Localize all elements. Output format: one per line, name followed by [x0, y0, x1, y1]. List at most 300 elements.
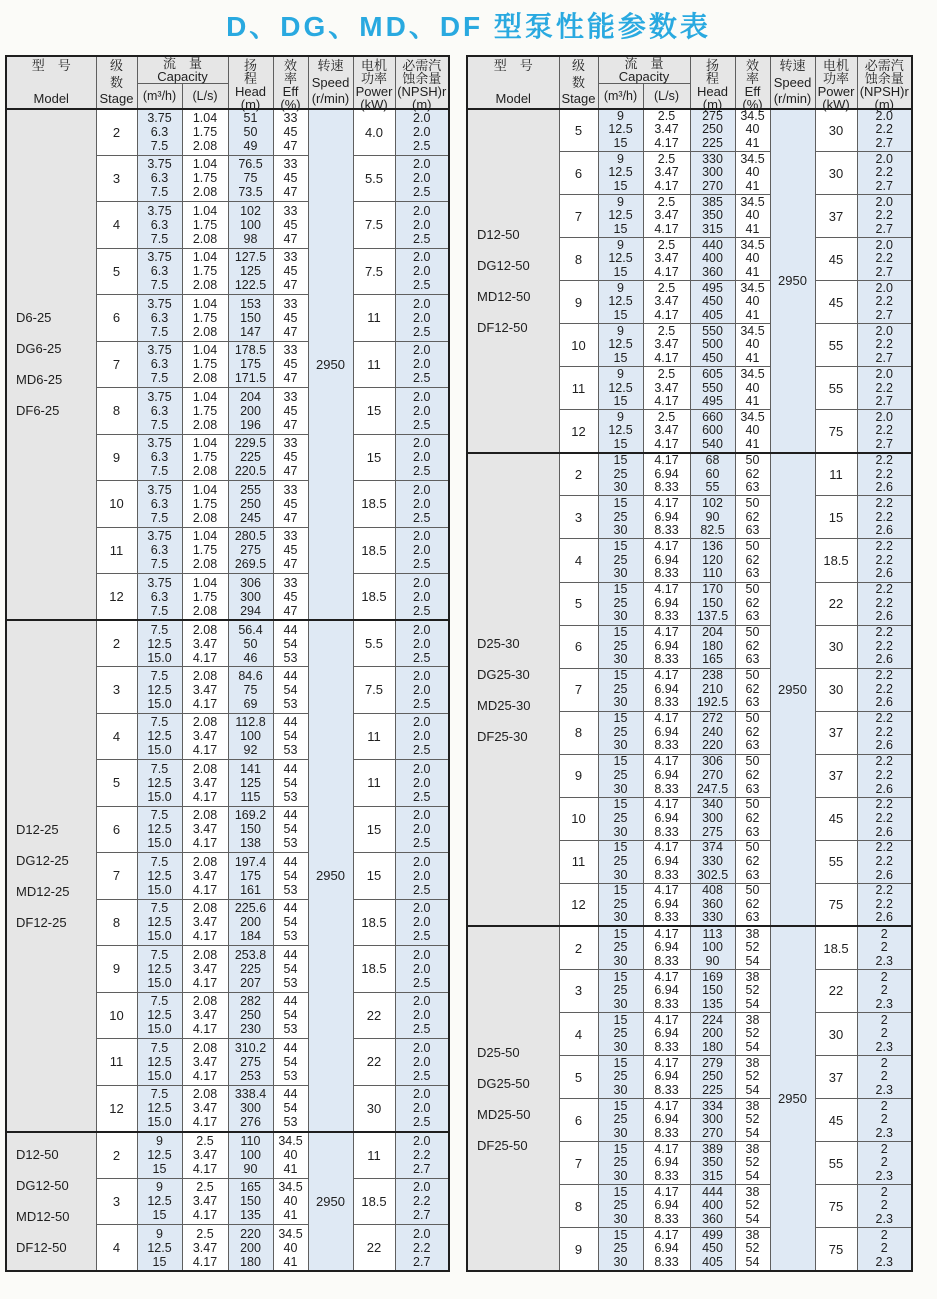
stage-cell: 6: [559, 625, 598, 668]
cell-line: 150: [702, 983, 723, 998]
cell-line: 4.17: [654, 136, 679, 151]
capacity-m3h-cell: [598, 238, 643, 281]
cell-line: 2.3: [875, 1254, 893, 1269]
capacity-ls-cell: [643, 324, 690, 367]
cell-line: 3.47: [654, 423, 679, 438]
capacity-ls-cell: [182, 481, 228, 528]
cell-line: 6.94: [654, 896, 679, 911]
eff-cell: [273, 1085, 308, 1132]
cell-line: 15: [152, 1254, 167, 1269]
cell-line: 294: [240, 603, 261, 618]
model-name: DG25-30: [477, 666, 530, 682]
npsh-cell: [395, 806, 449, 853]
cell-line: 50: [243, 636, 258, 651]
capacity-ls-cell: [643, 453, 690, 496]
cell-line: 2.5: [413, 743, 431, 758]
power-cell: 7.5: [353, 248, 395, 295]
cell-line: 270: [702, 178, 723, 193]
cell-line: 2.0: [413, 961, 431, 976]
head-cell: [228, 667, 273, 714]
cell-line: 数: [109, 74, 123, 90]
cell-line: 34.5: [740, 366, 765, 381]
head-cell: [228, 992, 273, 1039]
cell-line: 2.0: [413, 729, 431, 744]
cell-line: 52: [745, 1069, 760, 1084]
header-subcell-m3h: (m³/h): [137, 84, 182, 109]
cell-line: 240: [702, 724, 723, 739]
stage-cell: 5: [559, 582, 598, 625]
head-cell: [690, 1056, 735, 1099]
cell-line: 30: [613, 996, 628, 1011]
cell-line: 2: [880, 1141, 888, 1156]
cell-line: 4.17: [192, 1162, 218, 1176]
model-name: MD25-50: [477, 1106, 531, 1122]
cell-line: 60: [705, 466, 720, 481]
power-cell: 37: [815, 711, 857, 754]
header-cell-head: [228, 56, 273, 113]
cell-line: 2.0: [413, 1040, 431, 1055]
cell-line: 3.75: [147, 203, 172, 218]
cell-line: 30: [613, 566, 628, 581]
cell-line: 54: [745, 1211, 760, 1226]
cell-line: 9: [617, 108, 624, 123]
model-cell: [467, 453, 559, 927]
cell-line: 2.0: [875, 194, 893, 209]
header-row: [467, 56, 912, 84]
cell-line: 2.5: [196, 1180, 214, 1195]
cell-line: 279: [702, 1055, 723, 1070]
cell-line: 12.5: [147, 1101, 172, 1115]
cell-line: 200: [240, 915, 261, 930]
cell-line: 2.2: [875, 896, 893, 911]
cell-line: 12.5: [147, 961, 172, 976]
stage-cell: 11: [96, 1039, 137, 1086]
stage-cell: 9: [96, 946, 137, 993]
cell-line: 63: [745, 609, 760, 624]
cell-line: 转速: [317, 58, 344, 74]
cell-line: 6.3: [150, 217, 169, 232]
cell-line: 15.0: [147, 696, 172, 711]
cell-line: 扬: [705, 58, 719, 74]
cell-line: 100: [240, 729, 261, 744]
cell-line: 4.17: [192, 743, 218, 758]
cell-line: 2.0: [413, 822, 431, 837]
cell-line: 2.6: [875, 480, 893, 495]
cell-line: 6.3: [150, 450, 169, 465]
cell-line: 33: [283, 482, 298, 497]
cell-line: (r/min): [773, 91, 812, 107]
header-cell-content: [736, 57, 770, 113]
power-cell: 15: [815, 496, 857, 539]
stage-cell: 10: [96, 481, 137, 528]
head-cell: [690, 539, 735, 582]
cell-line: 250: [240, 496, 261, 511]
cell-line: 15.0: [147, 975, 172, 990]
head-cell: [690, 926, 735, 969]
capacity-ls-cell: [182, 527, 228, 574]
cell-line: 2.0: [413, 636, 431, 651]
cell-line: 4.17: [654, 1055, 679, 1070]
cell-line: 2.5: [413, 789, 431, 804]
cell-line: 2.7: [875, 436, 893, 451]
cell-line: 9: [617, 323, 624, 338]
capacity-ls-cell: [643, 711, 690, 754]
cell-line: 63: [745, 867, 760, 882]
cell-line: 197.4: [234, 854, 267, 869]
cell-line: 7.5: [150, 231, 169, 246]
cell-line: 2: [880, 1112, 888, 1127]
cell-line: 300: [702, 165, 723, 180]
npsh-cell: [395, 946, 449, 993]
cell-line: 2.08: [192, 622, 218, 637]
head-cell: [228, 1039, 273, 1086]
cell-line: 38: [745, 1055, 760, 1070]
cell-line: 169: [702, 969, 723, 984]
cell-line: 25: [613, 509, 628, 524]
cell-line: 2.7: [875, 264, 893, 279]
cell-line: 8.33: [654, 652, 679, 667]
model-name: MD12-25: [16, 883, 70, 899]
cell-line: 110: [702, 566, 723, 581]
speed-cell: 2950: [308, 620, 353, 1132]
cell-line: 2.0: [413, 111, 431, 125]
cell-line: 605: [702, 366, 723, 381]
cell-line: 250: [702, 122, 723, 137]
cell-line: 4.17: [192, 1254, 218, 1269]
cell-line: 2.5: [657, 366, 676, 381]
header-cell-content: [354, 57, 395, 113]
cell-line: 4.17: [654, 969, 679, 984]
cell-line: 302.5: [696, 867, 729, 882]
cell-line: 7.5: [150, 761, 169, 776]
npsh-cell: [857, 1099, 912, 1142]
cell-line: 75: [243, 682, 258, 697]
cell-line: 62: [745, 638, 760, 653]
capacity-m3h-cell: [598, 1099, 643, 1142]
cell-line: 47: [283, 371, 298, 386]
cell-line: 44: [283, 947, 298, 962]
cell-line: 6.94: [654, 854, 679, 869]
cell-line: 2: [880, 1098, 888, 1113]
cell-line: 147: [240, 324, 261, 339]
cell-line: 62: [745, 681, 760, 696]
cell-line: 34.5: [740, 409, 765, 424]
cell-line: 50: [745, 582, 760, 597]
cell-line: 2.5: [413, 603, 431, 618]
capacity-m3h-cell: [598, 926, 643, 969]
cell-line: 150: [702, 595, 723, 610]
cell-line: 269.5: [234, 557, 267, 572]
capacity-ls-cell: [182, 992, 228, 1039]
cell-line: 3.47: [192, 636, 218, 651]
cell-line: 2.5: [413, 231, 431, 246]
cell-line: 3.47: [654, 380, 679, 395]
header-cell-head: [690, 56, 735, 113]
cell-line: 34.5: [740, 194, 765, 209]
capacity-ls-cell: [643, 1012, 690, 1055]
cell-line: 2: [880, 1184, 888, 1199]
eff-cell: [273, 109, 308, 156]
cell-line: 56.4: [238, 622, 263, 637]
cell-line: 7.5: [150, 994, 169, 1009]
cell-line: Stage: [561, 91, 596, 107]
cell-line: 2: [880, 1155, 888, 1170]
cell-line: 25: [613, 1198, 628, 1213]
stage-cell: 4: [559, 1012, 598, 1055]
eff-cell: [735, 625, 770, 668]
npsh-cell: [857, 754, 912, 797]
capacity-ls-cell: [182, 434, 228, 481]
cell-line: 44: [283, 1040, 298, 1055]
head-cell: [228, 109, 273, 156]
model-name: MD12-50: [16, 1209, 70, 1225]
cell-line: 306: [240, 575, 261, 590]
power-cell: 15: [353, 853, 395, 900]
head-cell: [690, 1012, 735, 1055]
npsh-cell: [395, 1178, 449, 1225]
cell-line: 8.33: [654, 523, 679, 538]
cell-line: 1.75: [192, 496, 218, 511]
cell-line: 2.5: [413, 278, 431, 293]
cell-line: 3.47: [654, 208, 679, 223]
eff-cell: [735, 281, 770, 324]
capacity-ls-cell: [182, 248, 228, 295]
capacity-ls-cell: [643, 1228, 690, 1271]
stage-cell: 6: [559, 1099, 598, 1142]
cell-line: 40: [745, 251, 760, 266]
capacity-ls-cell: [182, 1178, 228, 1225]
capacity-m3h-cell: [137, 574, 182, 621]
header-cell-content: [396, 57, 449, 113]
cell-line: 扬: [243, 58, 257, 74]
cell-line: 15: [152, 1162, 167, 1176]
cell-line: 2: [880, 1241, 888, 1256]
cell-line: 272: [702, 711, 723, 726]
cell-line: 50: [745, 840, 760, 855]
cell-line: 50: [243, 125, 258, 139]
cell-line: 250: [702, 1069, 723, 1084]
cell-line: 50: [745, 453, 760, 468]
cell-line: 2.6: [875, 523, 893, 538]
cell-line: 2.2: [875, 582, 893, 597]
cell-line: 245: [240, 510, 261, 525]
cell-line: 2.7: [875, 308, 893, 322]
power-cell: 18.5: [353, 899, 395, 946]
power-cell: 45: [815, 281, 857, 324]
cell-line: 44: [283, 808, 298, 823]
cell-line: 300: [240, 589, 261, 604]
cell-line: 54: [745, 953, 760, 968]
cell-line: 33: [283, 250, 298, 265]
capacity-m3h-cell: [598, 152, 643, 195]
cell-line: 电机: [360, 58, 387, 74]
cell-line: 2.3: [875, 1039, 893, 1054]
npsh-cell: [857, 625, 912, 668]
cell-line: 62: [745, 595, 760, 610]
cell-line: 8.33: [654, 1254, 679, 1269]
cell-line: 47: [283, 139, 298, 153]
cell-line: 2.0: [413, 1087, 431, 1101]
eff-cell: [735, 582, 770, 625]
capacity-m3h-cell: [598, 1012, 643, 1055]
cell-line: 53: [283, 696, 298, 711]
cell-line: 550: [702, 323, 723, 338]
cell-line: 34.5: [278, 1226, 303, 1241]
power-cell: 11: [353, 341, 395, 388]
cell-line: 7.5: [150, 464, 169, 479]
capacity-m3h-cell: [137, 388, 182, 435]
npsh-cell: [857, 539, 912, 582]
power-cell: 18.5: [815, 926, 857, 969]
cell-line: 2.5: [413, 557, 431, 572]
cell-line: 4.17: [654, 582, 679, 597]
cell-line: 15: [613, 308, 628, 322]
cell-line: 225: [702, 136, 723, 151]
cell-line: Capacity: [618, 69, 670, 84]
model-name: MD12-50: [477, 288, 531, 304]
capacity-ls-cell: [182, 1225, 228, 1272]
head-cell: [690, 496, 735, 539]
cell-line: 120: [702, 552, 723, 567]
eff-cell: [273, 760, 308, 807]
stage-cell: 9: [559, 1228, 598, 1271]
stage-cell: 3: [96, 667, 137, 714]
cell-line: 54: [745, 1125, 760, 1140]
cell-line: 15: [613, 1012, 628, 1027]
stage-cell: 4: [96, 713, 137, 760]
header-cell-content: [771, 57, 815, 107]
cell-line: 47: [283, 231, 298, 246]
cell-line: 30: [613, 781, 628, 796]
cell-line: 15: [613, 453, 628, 468]
cell-line: 6.3: [150, 264, 169, 279]
cell-line: 15.0: [147, 1068, 172, 1083]
npsh-cell: [395, 620, 449, 667]
cell-line: Eff: [282, 84, 299, 100]
power-cell: 55: [815, 1142, 857, 1185]
cell-line: 7.5: [150, 1040, 169, 1055]
eff-cell: [735, 1228, 770, 1271]
stage-cell: 9: [559, 281, 598, 324]
cell-line: 4.17: [654, 394, 679, 409]
cell-line: 6.3: [150, 496, 169, 511]
capacity-ls-cell: [182, 853, 228, 900]
stage-cell: 10: [96, 992, 137, 1039]
stage-cell: 2: [96, 620, 137, 667]
speed-cell: 2950: [770, 453, 815, 927]
cell-line: 40: [283, 1240, 298, 1255]
npsh-cell: [857, 152, 912, 195]
capacity-ls-cell: [643, 238, 690, 281]
cell-line: 33: [283, 389, 298, 404]
cell-line: 2: [880, 1012, 888, 1027]
cell-line: 54: [283, 1101, 298, 1115]
cell-line: 8.33: [654, 480, 679, 495]
capacity-ls-cell: [643, 883, 690, 926]
cell-line: 3.75: [147, 529, 172, 544]
cell-line: 220.5: [234, 464, 267, 479]
cell-line: 15: [613, 926, 628, 941]
cell-line: 1.04: [192, 529, 218, 544]
cell-line: 63: [745, 566, 760, 581]
cell-line: 2.5: [413, 417, 431, 432]
cell-line: 2.2: [875, 638, 893, 653]
cell-line: 15: [613, 136, 628, 151]
cell-line: 2: [880, 1069, 888, 1084]
cell-line: 33: [283, 529, 298, 544]
cell-line: 3.47: [654, 122, 679, 137]
stage-cell: 5: [96, 760, 137, 807]
cell-line: 2.0: [875, 151, 893, 166]
capacity-ls-cell: [643, 797, 690, 840]
cell-line: 4.17: [654, 221, 679, 236]
cell-line: 540: [702, 436, 723, 451]
cell-line: 127.5: [234, 250, 267, 265]
model-name: D25-50: [477, 1044, 520, 1060]
cell-line: 30: [613, 824, 628, 839]
power-cell: 30: [815, 668, 857, 711]
cell-line: 350: [702, 1155, 723, 1170]
cell-line: 7.5: [150, 557, 169, 572]
capacity-m3h-cell: [598, 711, 643, 754]
cell-line: 12.5: [608, 251, 633, 266]
cell-line: 2.08: [192, 808, 218, 823]
cell-line: 流 量: [162, 56, 202, 71]
cell-line: 2.2: [875, 754, 893, 769]
header-subcell-ls: (L/s): [182, 84, 228, 109]
cell-line: 33: [283, 296, 298, 311]
header-cell-content: [309, 57, 353, 107]
model-name: D12-50: [16, 1147, 59, 1163]
npsh-cell: [395, 760, 449, 807]
cell-line: (NPSH)r: [859, 84, 909, 100]
capacity-m3h-cell: [137, 434, 182, 481]
cell-line: 3.47: [192, 868, 218, 883]
cell-line: 3.47: [192, 1194, 218, 1209]
cell-line: 3.75: [147, 296, 172, 311]
power-cell: 7.5: [353, 667, 395, 714]
cell-line: 41: [283, 1162, 298, 1176]
cell-line: 15: [613, 668, 628, 683]
cell-line: 4.17: [654, 539, 679, 554]
cell-line: 54: [283, 729, 298, 744]
head-cell: [228, 202, 273, 249]
stage-cell: 5: [559, 1056, 598, 1099]
stage-cell: 11: [559, 367, 598, 410]
head-cell: [690, 195, 735, 238]
power-cell: 37: [815, 195, 857, 238]
cell-line: 40: [745, 380, 760, 395]
cell-line: 2.7: [875, 394, 893, 409]
cell-line: 9: [617, 280, 624, 295]
cell-line: 40: [283, 1148, 298, 1162]
cell-line: 2.2: [875, 854, 893, 869]
cell-line: 444: [702, 1184, 723, 1199]
cell-line: 90: [705, 953, 720, 968]
cell-line: 52: [745, 940, 760, 955]
head-cell: [690, 711, 735, 754]
cell-line: 15: [613, 394, 628, 409]
cell-line: 4.17: [654, 1184, 679, 1199]
cell-line: 3.75: [147, 250, 172, 265]
cell-line: 90: [705, 509, 720, 524]
cell-line: 52: [745, 1155, 760, 1170]
power-cell: 11: [353, 295, 395, 342]
cell-line: 2.5: [657, 280, 676, 295]
cell-line: (m): [874, 97, 894, 113]
cell-line: 12.5: [147, 1008, 172, 1023]
capacity-ls-cell: [643, 668, 690, 711]
